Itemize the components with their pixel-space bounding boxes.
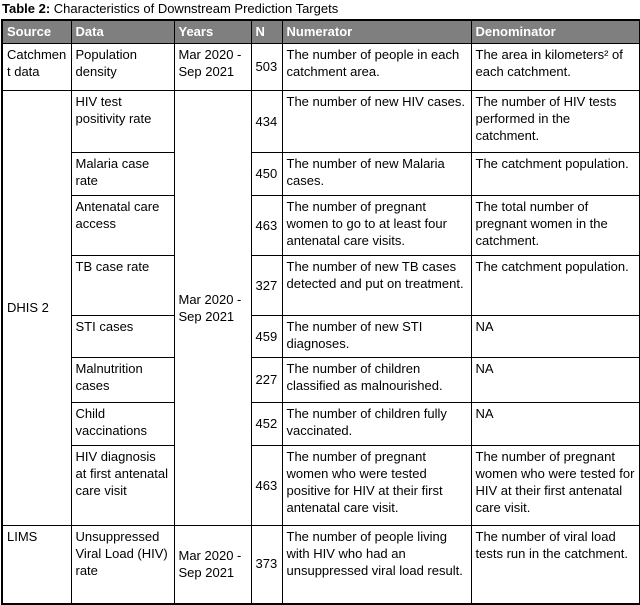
cell-data: Malnutrition cases (71, 358, 174, 403)
cell-denominator: The number of pregnant women who were tested for HIV at their first antenatal care visit. (471, 446, 640, 526)
cell-denominator: The number of HIV tests performed in the catchment. (471, 91, 640, 153)
table-row-child-vaccinations (2, 403, 640, 446)
cell-denominator: The total number of pregnant women in the catchment. (471, 196, 640, 256)
table-row-tb-case-rate (2, 256, 640, 316)
header-source: Source (2, 20, 71, 44)
cell-numerator: The number of new TB cases detected and put on treatment. (282, 256, 471, 316)
table-row-sti-cases (2, 316, 640, 358)
table-row-unsuppressed-viral-load (2, 526, 640, 604)
cell-numerator: The number of children fully vaccinated. (282, 403, 471, 446)
cell-n: 463 (251, 196, 282, 256)
cell-denominator: NA (471, 316, 640, 358)
cell-numerator: The number of new STI diagnoses. (282, 316, 471, 358)
table-caption-text: Characteristics of Downstream Prediction Targets (50, 1, 339, 16)
header-numerator: Numerator (282, 20, 471, 44)
table-row-antenatal-care-access (2, 196, 640, 256)
cell-source: LIMS (2, 526, 71, 604)
cell-n: 373 (251, 526, 282, 604)
cell-numerator: The number of people in each catchment area. (282, 44, 471, 91)
cell-denominator: NA (471, 358, 640, 403)
header-denominator: Denominator (471, 20, 640, 44)
cell-source: Catchment data (2, 44, 71, 91)
cell-numerator: The number of people living with HIV who had an unsuppressed viral load result. (282, 526, 471, 604)
cell-numerator: The number of children classified as malnourished. (282, 358, 471, 403)
table-row-hiv-test-positivity (2, 91, 640, 153)
cell-data: Malaria case rate (71, 153, 174, 196)
cell-years-dhis2: Mar 2020 - Sep 2021 (174, 91, 251, 526)
cell-numerator: The number of new Malaria cases. (282, 153, 471, 196)
cell-n: 227 (251, 358, 282, 403)
cell-data: HIV diagnosis at first antenatal care visit (71, 446, 174, 526)
table-row-malaria-case-rate (2, 153, 640, 196)
cell-data: HIV test positivity rate (71, 91, 174, 153)
cell-n: 503 (251, 44, 282, 91)
table-row-malnutrition-cases (2, 358, 640, 403)
header-years: Years (174, 20, 251, 44)
header-data: Data (71, 20, 174, 44)
cell-years: Mar 2020 - Sep 2021 (174, 526, 251, 604)
cell-source-dhis2: DHIS 2 (2, 91, 71, 526)
cell-n: 452 (251, 403, 282, 446)
cell-data: Population density (71, 44, 174, 91)
cell-data: TB case rate (71, 256, 174, 316)
cell-n: 463 (251, 446, 282, 526)
header-row (2, 20, 640, 44)
cell-denominator: NA (471, 403, 640, 446)
cell-denominator: The area in kilometers² of each catchment. (471, 44, 640, 91)
cell-data: Child vaccinations (71, 403, 174, 446)
cell-denominator: The catchment population. (471, 153, 640, 196)
table-row-population-density (2, 44, 640, 91)
prediction-targets-table (1, 19, 640, 605)
header-n: N (251, 20, 282, 44)
cell-numerator: The number of new HIV cases. (282, 91, 471, 153)
cell-numerator: The number of pregnant women to go to at least four antenatal care visits. (282, 196, 471, 256)
cell-n: 327 (251, 256, 282, 316)
cell-n: 434 (251, 91, 282, 153)
cell-data: STI cases (71, 316, 174, 358)
cell-denominator: The catchment population. (471, 256, 640, 316)
table-caption (1, 1, 639, 19)
cell-years: Mar 2020 - Sep 2021 (174, 44, 251, 91)
table-row-hiv-diagnosis-anc (2, 446, 640, 526)
cell-n: 450 (251, 153, 282, 196)
cell-denominator: The number of viral load tests run in the catchment. (471, 526, 640, 604)
cell-data: Antenatal care access (71, 196, 174, 256)
cell-numerator: The number of pregnant women who were tested positive for HIV at their first antenatal care visit. (282, 446, 471, 526)
cell-n: 459 (251, 316, 282, 358)
cell-data: Unsuppressed Viral Load (HIV) rate (71, 526, 174, 604)
table-caption-label: Table 2: (2, 1, 51, 16)
